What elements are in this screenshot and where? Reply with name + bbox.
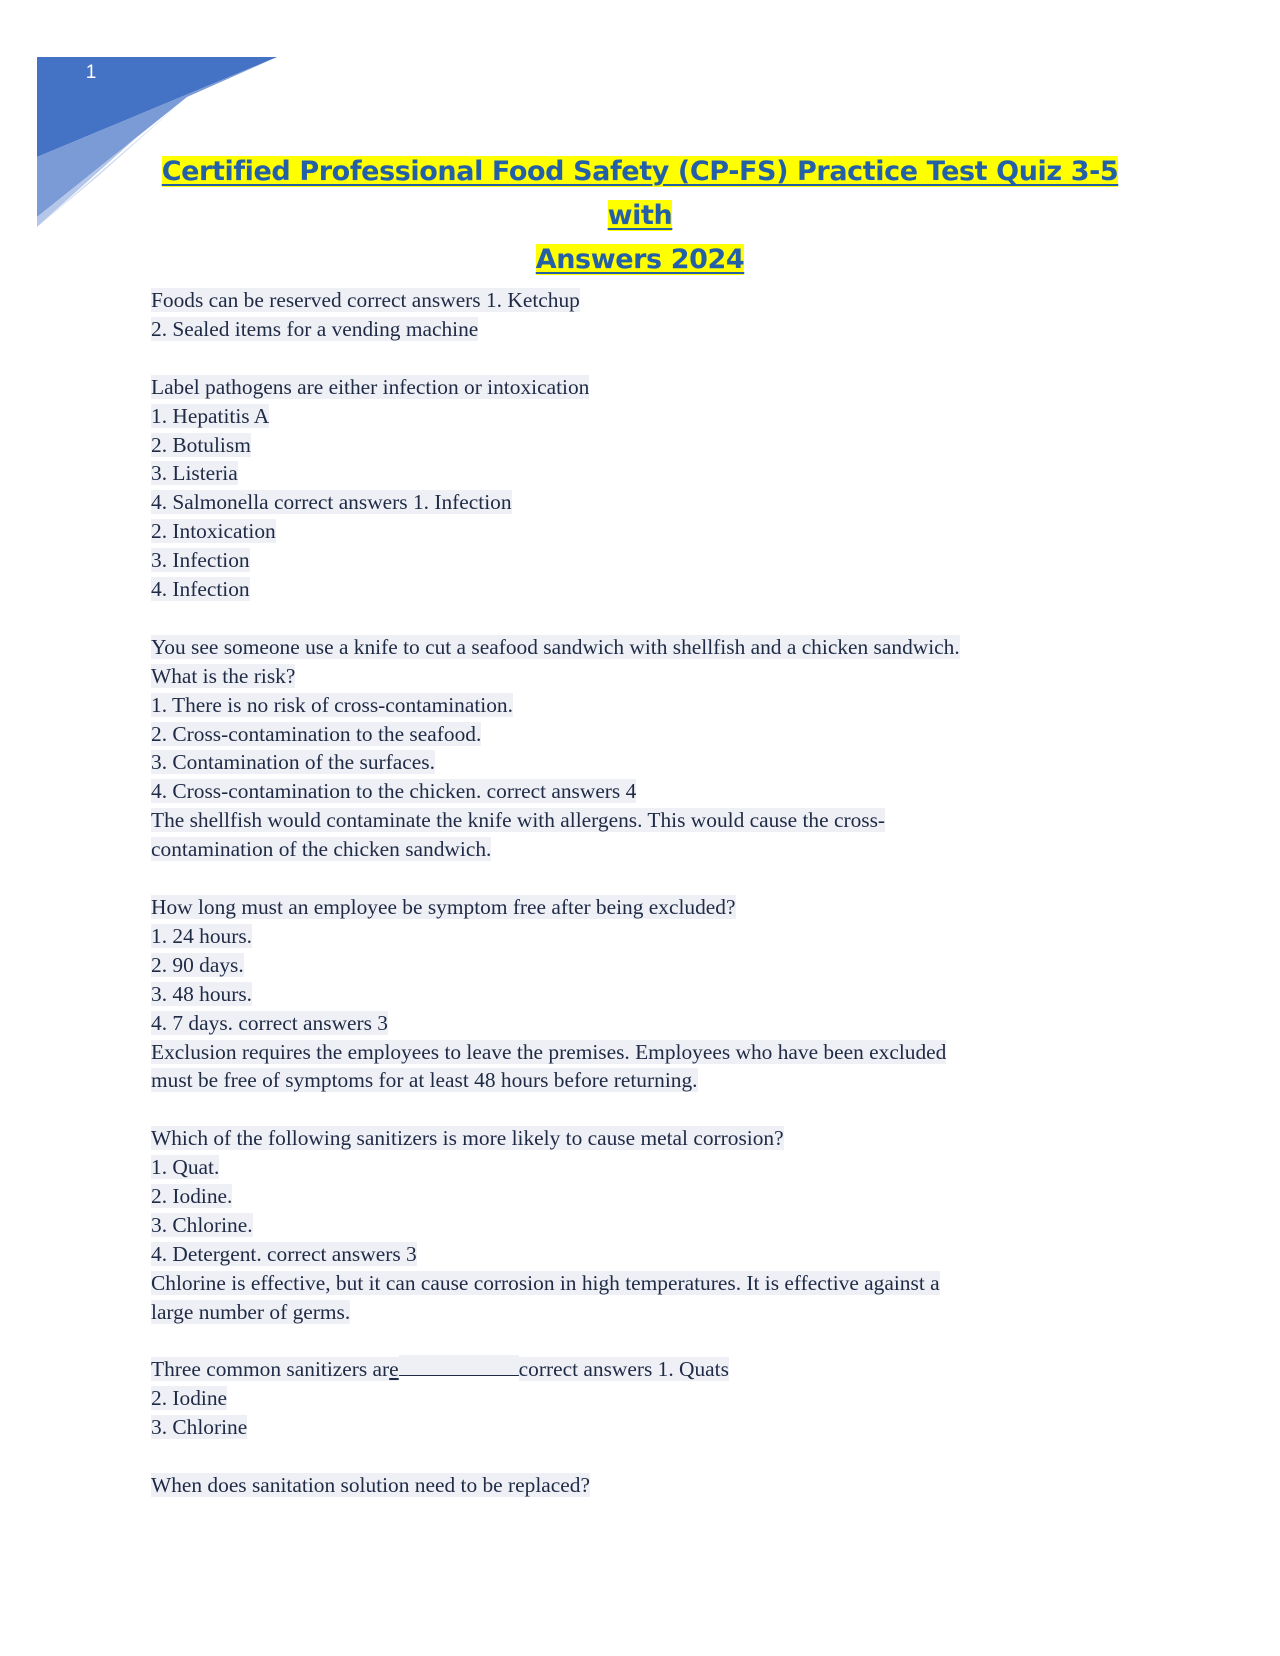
qa-line: Label pathogens are either infection or intoxication — [151, 374, 590, 399]
qa-block-2 — [151, 373, 1111, 604]
qa-line: 3. Contamination of the surfaces. — [151, 750, 435, 775]
qa-line: 2. Botulism — [151, 432, 251, 457]
title-line-2: Answers 2024 — [535, 244, 745, 275]
qa-line: You see someone use a knife to cut a seafood sandwich with shellfish and a chicken sandwich. — [151, 634, 960, 659]
qa-line: must be free of symptoms for at least 48 hours before returning. — [151, 1068, 698, 1093]
qa-line: 4. Detergent. correct answers 3 — [151, 1241, 417, 1266]
qa-line: The shellfish would contaminate the knife with allergens. This would cause the cross- — [151, 808, 886, 833]
fill-in-suffix: correct answers 1. Quats — [518, 1357, 729, 1382]
page-number: 1 — [85, 62, 97, 83]
qa-line: 2. Intoxication — [151, 519, 276, 544]
qa-line: 4. Infection — [151, 577, 250, 602]
qa-line: What is the risk? — [151, 663, 296, 688]
fill-in-underlined: e — [389, 1357, 399, 1382]
qa-block-4 — [151, 893, 1111, 1095]
qa-line: How long must an employee be symptom free after being excluded? — [151, 894, 736, 919]
qa-line: 1. Hepatitis A — [151, 403, 270, 428]
qa-line: 2. Iodine — [151, 1386, 228, 1411]
qa-line: 4. Cross-contamination to the chicken. correct answers 4 — [151, 779, 637, 804]
qa-block-3 — [151, 633, 1111, 864]
qa-line: 3. Chlorine. — [151, 1212, 253, 1237]
qa-line: 2. 90 days. — [151, 952, 244, 977]
qa-line: When does sanitation solution need to be replaced? — [151, 1473, 590, 1498]
qa-line: 1. There is no risk of cross-contamination. — [151, 692, 513, 717]
qa-line: Exclusion requires the employees to leave the premises. Employees who have been excluded — [151, 1039, 947, 1064]
qa-line: 2. Cross-contamination to the seafood. — [151, 721, 482, 746]
qa-line: Which of the following sanitizers is more likely to cause metal corrosion? — [151, 1126, 784, 1151]
qa-line: 2. Iodine. — [151, 1184, 233, 1209]
qa-line: 1. 24 hours. — [151, 923, 253, 948]
qa-block-6 — [151, 1355, 1111, 1442]
fill-in-prefix: Three common sanitizers ar — [151, 1357, 390, 1382]
fill-in-blank — [399, 1355, 519, 1376]
qa-line: 4. Salmonella correct answers 1. Infection — [151, 490, 512, 515]
qa-line: contamination of the chicken sandwich. — [151, 837, 492, 862]
qa-line: 2. Sealed items for a vending machine — [151, 316, 479, 341]
document-title — [140, 150, 1140, 282]
fill-in-question — [151, 1355, 1111, 1384]
title-line-1: Certified Professional Food Safety (CP-FS) Practice Test Quiz 3-5 with — [161, 156, 1119, 231]
qa-block-1 — [151, 286, 1111, 344]
qa-content — [151, 286, 1111, 1529]
qa-block-7 — [151, 1471, 1111, 1500]
qa-line: Foods can be reserved correct answers 1. Ketchup — [151, 288, 580, 312]
qa-block-5 — [151, 1124, 1111, 1326]
qa-line: 3. Infection — [151, 548, 250, 573]
qa-line: 1. Quat. — [151, 1155, 220, 1180]
qa-line: 3. Chlorine — [151, 1415, 248, 1440]
qa-line: 3. Listeria — [151, 461, 238, 486]
qa-line: 3. 48 hours. — [151, 981, 253, 1006]
qa-line: Chlorine is effective, but it can cause corrosion in high temperatures. It is effective against a — [151, 1270, 940, 1295]
qa-line: large number of germs. — [151, 1299, 351, 1324]
qa-line: 4. 7 days. correct answers 3 — [151, 1010, 388, 1035]
